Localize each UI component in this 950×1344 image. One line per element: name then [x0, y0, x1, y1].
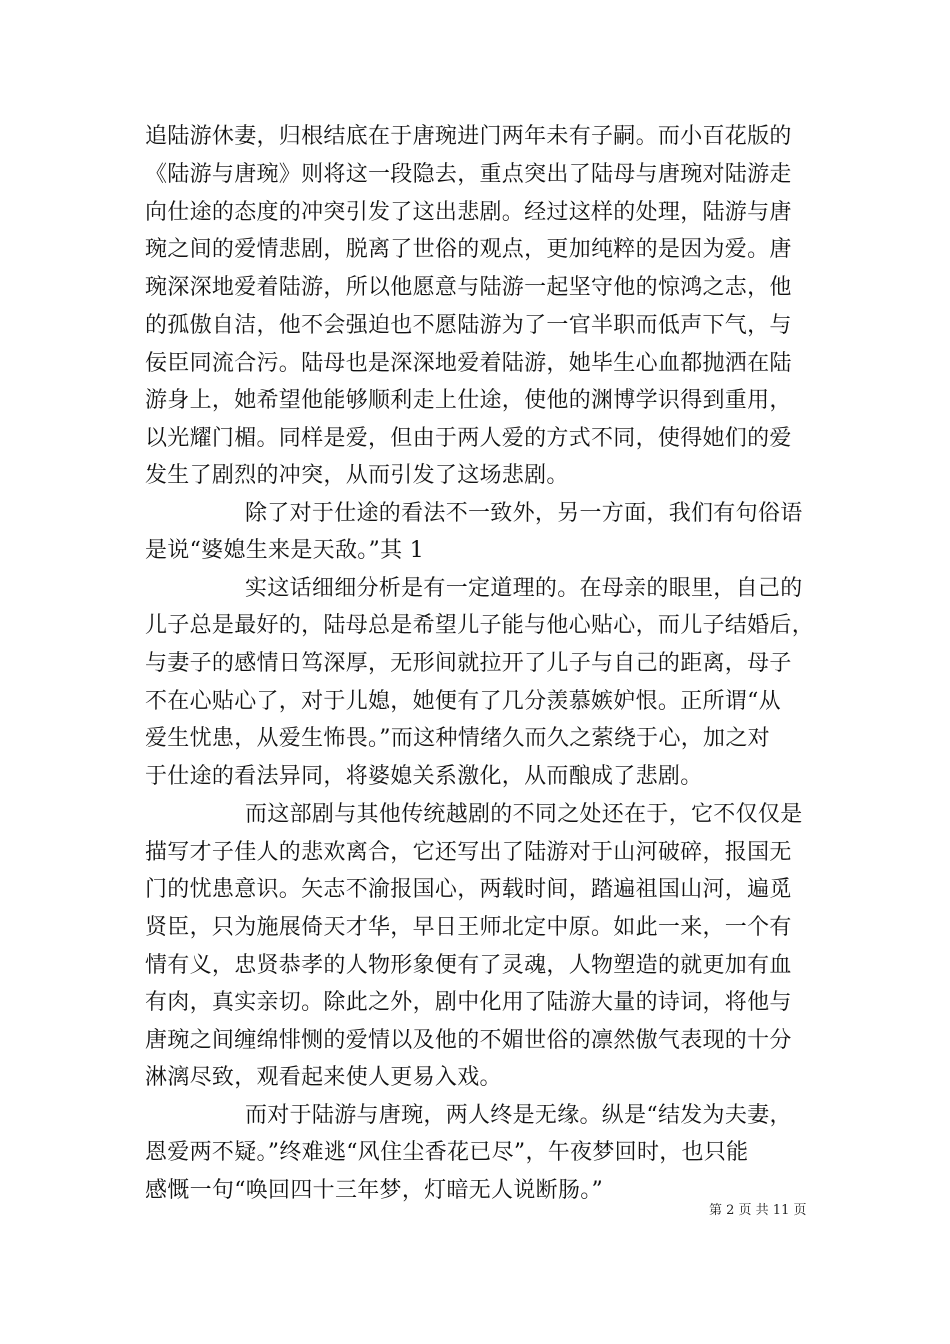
- text-line: 游身上，她希望他能够顺利走上仕途，使他的渊博学识得到重用，: [145, 388, 792, 413]
- text-line: 唐琬之间缠绵悱恻的爱情以及他的不媚世俗的凛然傲气表现的十分: [145, 1028, 792, 1053]
- text-line: 淋漓尽致，观看起来使人更易入戏。: [145, 1065, 502, 1090]
- text-line: 是说“婆媳生来是天敌。”其 1: [145, 538, 424, 563]
- text-line: 不在心贴心了，对于儿媳，她便有了几分羡慕嫉妒恨。正所谓“从: [145, 689, 781, 714]
- paragraph-start-line: 而这部剧与其他传统越剧的不同之处还在于，它不仅仅是: [245, 802, 803, 827]
- text-line: 以光耀门楣。同样是爱，但由于两人爱的方式不同，使得她们的爱: [145, 426, 792, 451]
- text-line: 儿子总是最好的，陆母总是希望儿子能与他心贴心，而儿子结婚后，: [145, 613, 815, 638]
- text-line: 门的忧患意识。矢志不渝报国心，两载时间，踏遍祖国山河，遍觅: [145, 877, 792, 902]
- text-line: 贤臣，只为施展倚天才华，早日王师北定中原。如此一来，一个有: [145, 915, 792, 940]
- text-line: 发生了剧烈的冲突，从而引发了这场悲剧。: [145, 463, 569, 488]
- text-line: 恩爱两不疑。”终难逃“风住尘香花已尽”，午夜梦回时，也只能: [145, 1140, 749, 1165]
- paragraph-start-line: 实这话细细分析是有一定道理的。在母亲的眼里，自己的: [245, 576, 803, 601]
- text-line: 感慨一句“唤回四十三年梦，灯暗无人说断肠。”: [145, 1178, 604, 1203]
- page-number: 第 2 页 共 11 页: [709, 1203, 807, 1218]
- paragraph-start-line: 除了对于仕途的看法不一致外，另一方面，我们有句俗语: [245, 501, 803, 526]
- text-line: 追陆游休妻，归根结底在于唐琬进门两年未有子嗣。而小百花版的: [145, 124, 792, 149]
- text-line: 向仕途的态度的冲突引发了这出悲剧。经过这样的处理，陆游与唐: [145, 200, 792, 225]
- paragraph-start-line: 而对于陆游与唐琬，两人终是无缘。纵是“结发为夫妻，: [245, 1103, 792, 1128]
- text-line: 与妻子的感情日笃深厚，无形间就拉开了儿子与自己的距离，母子: [145, 651, 792, 676]
- text-line: 爱生忧患，从爱生怖畏。”而这种情绪久而久之萦绕于心，加之对: [145, 726, 770, 751]
- text-line: 佞臣同流合污。陆母也是深深地爱着陆游，她毕生心血都抛洒在陆: [145, 351, 792, 376]
- text-line: 于仕途的看法异同，将婆媳关系激化，从而酿成了悲剧。: [145, 764, 703, 789]
- text-line: 情有义，忠贤恭孝的人物形象便有了灵魂，人物塑造的就更加有血: [145, 953, 792, 978]
- text-line: 琬之间的爱情悲剧，脱离了世俗的观点，更加纯粹的是因为爱。唐: [145, 237, 792, 262]
- text-line: 描写才子佳人的悲欢离合，它还写出了陆游对于山河破碎，报国无: [145, 840, 792, 865]
- text-line: 有肉，真实亲切。除此之外，剧中化用了陆游大量的诗词，将他与: [145, 990, 792, 1015]
- text-line: 《陆游与唐琬》则将这一段隐去，重点突出了陆母与唐琬对陆游走: [145, 162, 792, 187]
- text-line: 的孤傲自洁，他不会强迫也不愿陆游为了一官半职而低声下气，与: [145, 313, 792, 338]
- text-line: 琬深深地爱着陆游，所以他愿意与陆游一起坚守他的惊鸿之志，他: [145, 275, 792, 300]
